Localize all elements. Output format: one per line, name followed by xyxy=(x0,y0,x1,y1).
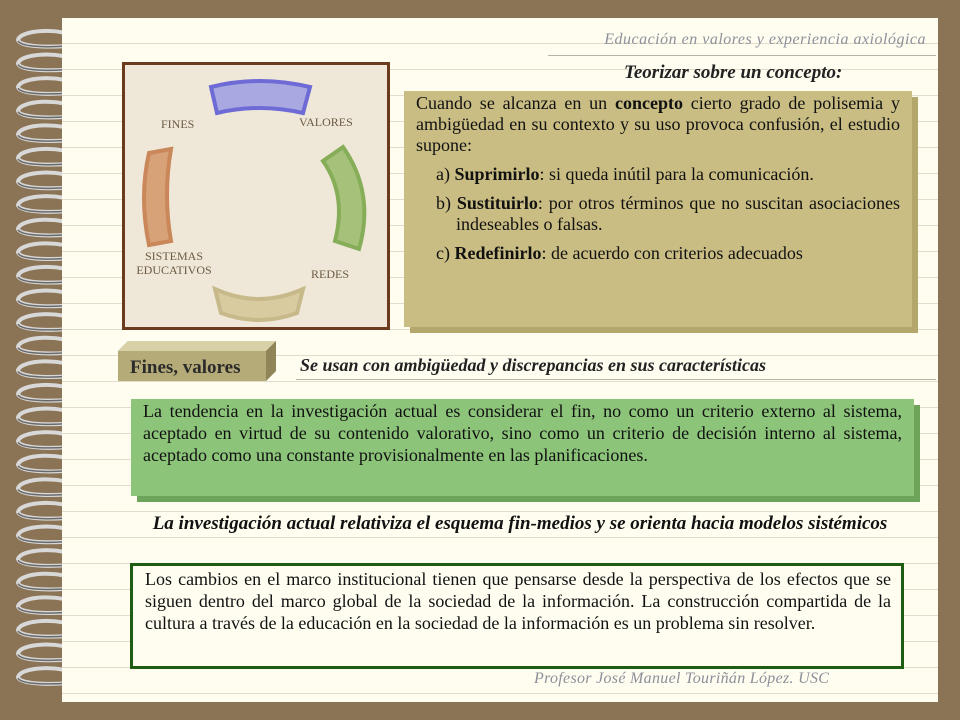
option-keyword: Redefinirlo xyxy=(454,243,542,263)
section-title-teorizar: Teorizar sobre un concepto: xyxy=(624,62,843,83)
research-trend-box: La tendencia en la investigación actual es considerar el fin, no como un criterio externo al sistema, aceptado en virtud de su contenido valorativo, sino como un criterio de decisión interno al sistema, aceptado como una constante provisionalmente en las planificaciones. xyxy=(131,399,914,496)
slide-header-subtitle: Educación en valores y experiencia axiológica xyxy=(604,31,926,48)
institutional-changes-box: Los cambios en el marco institucional tienen que pensarse desde la perspectiva de los efectos que se siguen dentro del marco global de la sociedad de la información. La construcción compartida de la cultura a través de la educación en la sociedad de la información es un problema sin resolver. xyxy=(130,563,904,669)
cycle-label-sistemas-educativos xyxy=(129,249,219,277)
cycle-label-valores: VALORES xyxy=(299,115,353,129)
valores-segment xyxy=(211,81,310,113)
option-marker: a) xyxy=(436,164,450,184)
concept-intro-bold: concepto xyxy=(615,93,683,113)
concept-option-c xyxy=(416,243,900,264)
concept-intro xyxy=(416,93,900,156)
option-text: : si queda inútil para la comunicación. xyxy=(539,164,814,184)
option-text: : de acuerdo con criterios adecuados xyxy=(541,243,803,263)
cycle-label-sistemas-line1: SISTEMAS xyxy=(144,249,203,263)
cycle-label-fines: FINES xyxy=(161,117,195,131)
cycle-label-sistemas-line2: EDUCATIVOS xyxy=(136,263,212,277)
values-cycle-diagram xyxy=(122,62,390,330)
ambiguity-note: Se usan con ambigüedad y discrepancias en sus características xyxy=(300,355,767,375)
tab-label-fines-valores: Fines, valores xyxy=(130,357,241,378)
option-marker: b) xyxy=(436,193,451,213)
concept-option-b xyxy=(416,193,900,235)
sistemas-segment xyxy=(215,289,303,320)
option-marker: c) xyxy=(436,243,450,263)
fines-segment xyxy=(144,149,171,245)
cycle-label-redes: REDES xyxy=(311,267,350,281)
concept-intro-b: cierto grado de polisemia y ambigüedad en su contexto y su uso provoca confusión, el estudio supone: xyxy=(416,93,900,155)
ambiguity-note-underline xyxy=(296,379,936,380)
concept-definition-box xyxy=(404,91,912,327)
option-keyword: Suprimirlo xyxy=(454,164,540,184)
concept-option-a xyxy=(416,164,900,185)
option-keyword: Sustituirlo xyxy=(456,193,538,213)
concept-intro-a: Cuando se alcanza en un xyxy=(416,93,615,113)
footer-author: Profesor José Manuel Touriñán López. USC xyxy=(534,670,830,687)
option-text: : por otros términos que no suscitan asociaciones indeseables o falsas. xyxy=(456,193,900,234)
header-underline xyxy=(548,55,936,56)
redes-segment xyxy=(323,147,364,249)
systemic-models-statement: La investigación actual relativiza el esquema fin-medios y se orienta hacia modelos sistémicos xyxy=(152,513,888,534)
